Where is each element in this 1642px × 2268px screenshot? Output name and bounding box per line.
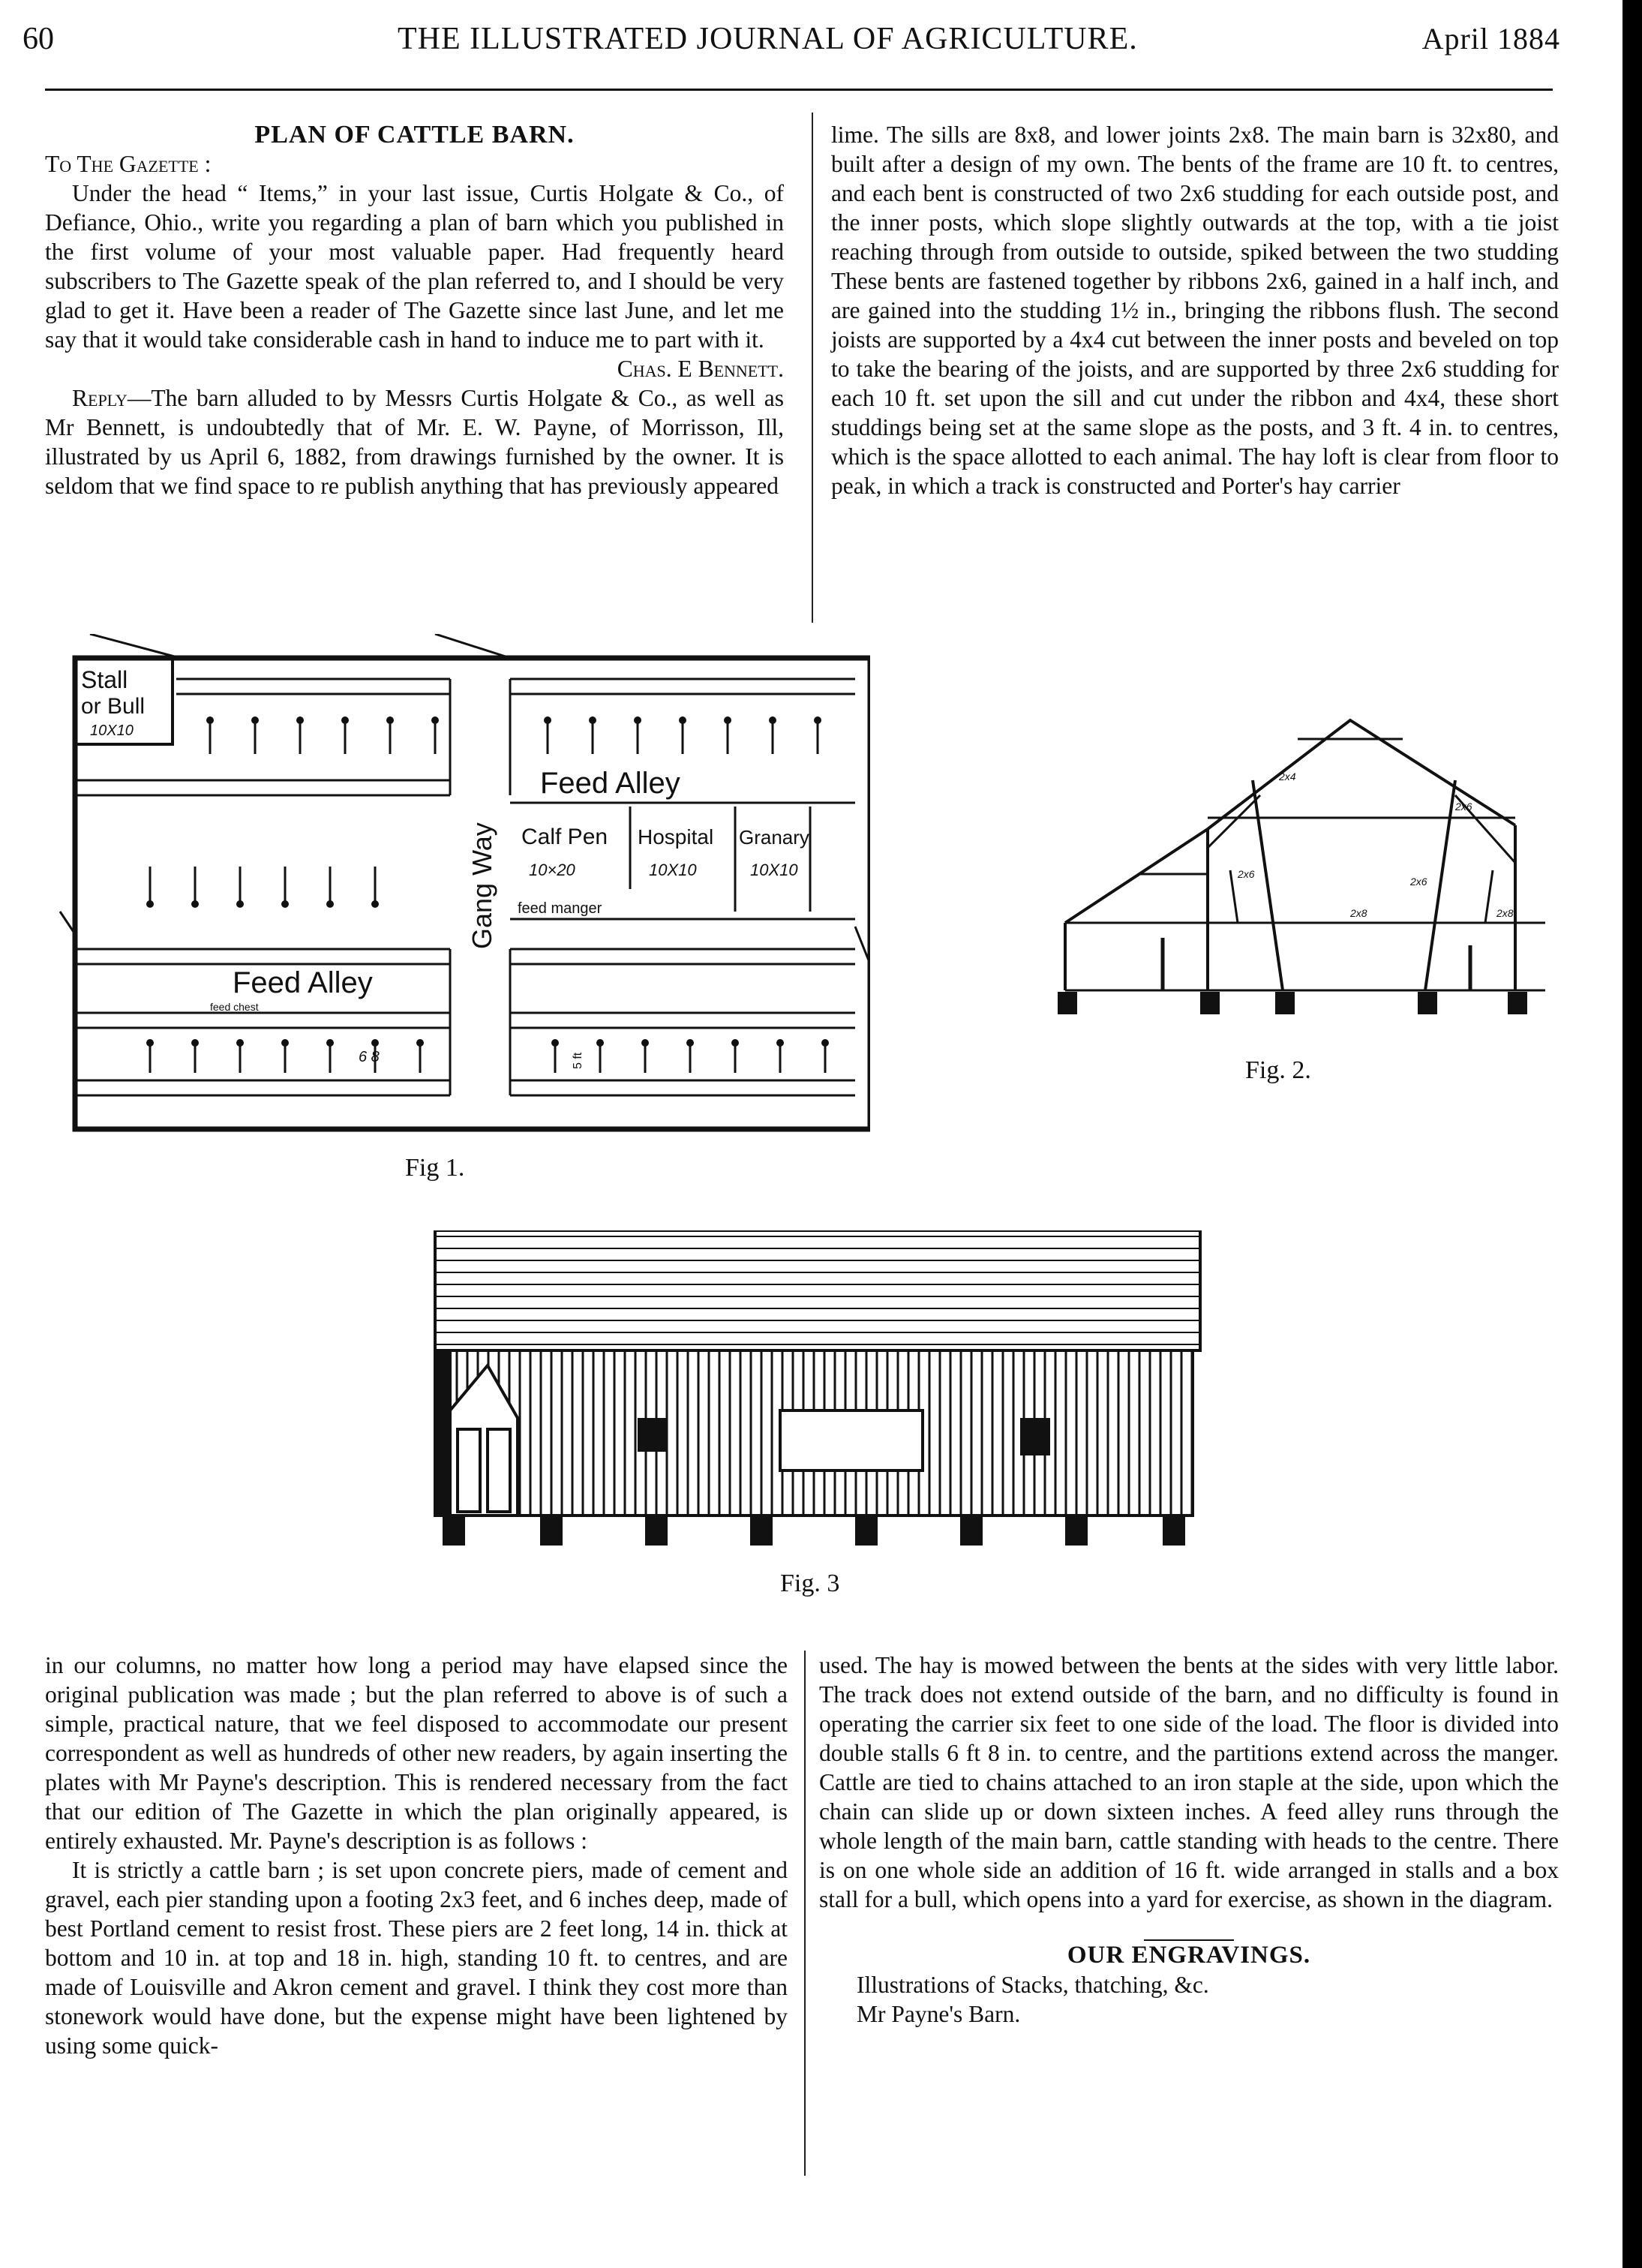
header-rule — [45, 89, 1553, 91]
engravings-heading: OUR ENGRAVINGS. — [1067, 1942, 1311, 1969]
reply-text: —The barn alluded to by Messrs Curtis Holgate & Co., as well as Mr Bennett, is undoubtedly that of Mr. E. W. Payne, of Morrisson, Ill, illustrated by us April 6, 1882, from drawings furnished by the owner. It is seldom that we find space to re publish anything that has previously appeared — [45, 385, 784, 499]
fig1-feed-alley-bottom: Feed Alley — [233, 966, 373, 999]
fig2-caption: Fig. 2. — [1245, 1056, 1311, 1084]
fig3-barn-elevation — [420, 1230, 1215, 1561]
fig1-calf-dim: 10×20 — [529, 861, 575, 879]
bottom-right-column — [819, 1651, 1559, 2029]
fig1-hospital-dim: 10X10 — [649, 861, 697, 879]
top-right-column — [831, 120, 1559, 500]
fig2-label-f: 2x8 — [1496, 907, 1514, 919]
engraving-item-1: Illustrations of Stacks, thatching, &c. — [857, 1972, 1209, 1998]
fig1-feed-chest: feed chest — [210, 1001, 259, 1013]
engraving-item-2: Mr Payne's Barn. — [857, 2001, 1021, 2027]
fig1-granary-dim: 10X10 — [750, 861, 798, 879]
fig1-gang-way: Gang Way — [467, 822, 497, 949]
reply-paragraph — [45, 383, 784, 500]
fig1-calf-pen: Calf Pen — [521, 825, 608, 849]
column-divider-bottom — [804, 1651, 806, 2176]
fig2-label-e: 2x8 — [1350, 907, 1367, 919]
fig2-label-d: 2x6 — [1410, 876, 1427, 888]
issue-date: April 1884 — [1421, 22, 1560, 56]
article-title: PLAN OF CATTLE BARN. — [254, 121, 575, 149]
fig2-label-b: 2x6 — [1455, 801, 1472, 813]
fig1-floor-plan — [30, 634, 870, 1144]
fig1-bull-label: or Bull — [81, 694, 146, 719]
construction-paragraph: lime. The sills are 8x8, and lower joints 2x8. The main barn is 32x80, and built after a design of my own. The bents of the frame are 10 ft. to centres, and each bent is constructed of two 2x6 studding for each outside post, and the inner posts, which slope slightly outwards at the top, with a tie joist reaching through from outside to outside, spiked between the two studding These bents are fastened together by ribbons 2x6, gained in a half inch, and are gained into the studding 1½ in., bringing the ribbons flush. The second joists are supported by a 4x4 cut between the inner posts and beveled on top to take the bearing of the joists, and are supported by three 2x6 studding for each 10 ft. set upon the sill and cut under the ribbon and 4x4, these short studdings being set at the same slope as the posts, and 3 ft. 4 in. to centres, which is the space allotted to each animal. The hay loft is clear from floor to peak, in which a track is constructed and Porter's hay carrier — [831, 122, 1559, 499]
letter-paragraph: Under the head “ Items,” in your last issue, Curtis Holgate & Co., of Defiance, Ohio., write you regarding a plan of barn which you published in the first volume of your most valuable paper. Had frequently heard subscribers to The Gazette speak of the plan referred to, and I should be very glad to get it. Have been a reader of The Gazette since last June, and let me say that it would take considerable cash in hand to induce me to part with it. — [45, 180, 784, 353]
fig1-five-ft: 5 ft — [572, 1052, 584, 1069]
reprint-paragraph: in our columns, no matter how long a period may have elapsed since the original publication was made ; but the plan referred to above is of such a simple, practical nature, that we feel disposed to accommodate our present correspondent as well as hundreds of other new readers, by again inserting the plates with Mr Payne's description. This is rendered necessary from the fact that our edition of The Gazette in which the plan originally appeared, is entirely exhausted. Mr. Payne's description is as follows : — [45, 1652, 788, 1854]
fig2-label-a: 2x4 — [1279, 771, 1296, 783]
page-number: 60 — [23, 22, 54, 56]
top-left-column — [45, 120, 784, 500]
fig1-caption: Fig 1. — [405, 1154, 465, 1182]
reply-label: Reply — [72, 385, 128, 411]
hay-paragraph: used. The hay is mowed between the bents at the sides with very little labor. The track does not extend outside of the barn, and no difficulty is found in operating the carrier six feet to one side of the load. The floor is divided into double stalls 6 ft 8 in. to centre, and the partitions extend across the manger. Cattle are tied to chains attached to an iron staple at the side, upon which the chain can slide up or down sixteen inches. A feed alley runs through the whole length of the main barn, cattle standing with heads to the centre. There is on one whole side an addition of 16 ft. wide arranged in stalls and a box stall for a bull, which opens into a yard for exercise, as shown in the diagram. — [819, 1652, 1559, 1912]
page-edge-bar — [1622, 0, 1642, 2268]
page-header — [23, 14, 1560, 74]
fig1-feed-alley-top: Feed Alley — [540, 767, 680, 800]
fig2-label-c: 2x6 — [1238, 868, 1255, 880]
fig1-stall-number: 6 8 — [359, 1049, 380, 1065]
salutation: To The Gazette : — [45, 151, 212, 177]
fig2-cross-section — [1050, 698, 1560, 1043]
fig3-caption: Fig. 3 — [780, 1570, 840, 1597]
fig1-feed-manger: feed manger — [518, 900, 602, 917]
fig1-stall-dim: 10X10 — [90, 722, 134, 739]
journal-title: THE ILLUSTRATED JOURNAL OF AGRICULTURE. — [398, 22, 1138, 56]
description-paragraph: It is strictly a cattle barn ; is set upon concrete piers, made of cement and gravel, each pier standing upon a footing 2x3 feet, and 6 inches deep, made of best Portland cement to resist frost. These piers are 2 feet long, 14 in. thick at bottom and 10 in. at top and 18 in. high, standing 10 ft. to centres, and are made of Louisville and Akron cement and gravel. I think they cost more than stonework would have done, but the expense might have been lightened by using some quick- — [45, 1857, 788, 2059]
bottom-left-column — [45, 1651, 788, 2060]
fig1-granary: Granary — [739, 826, 809, 849]
fig1-hospital: Hospital — [638, 825, 714, 849]
fig1-stall-label: Stall — [81, 666, 128, 693]
column-divider-top — [812, 113, 813, 623]
letter-signature: Chas. E Bennett. — [617, 356, 784, 382]
